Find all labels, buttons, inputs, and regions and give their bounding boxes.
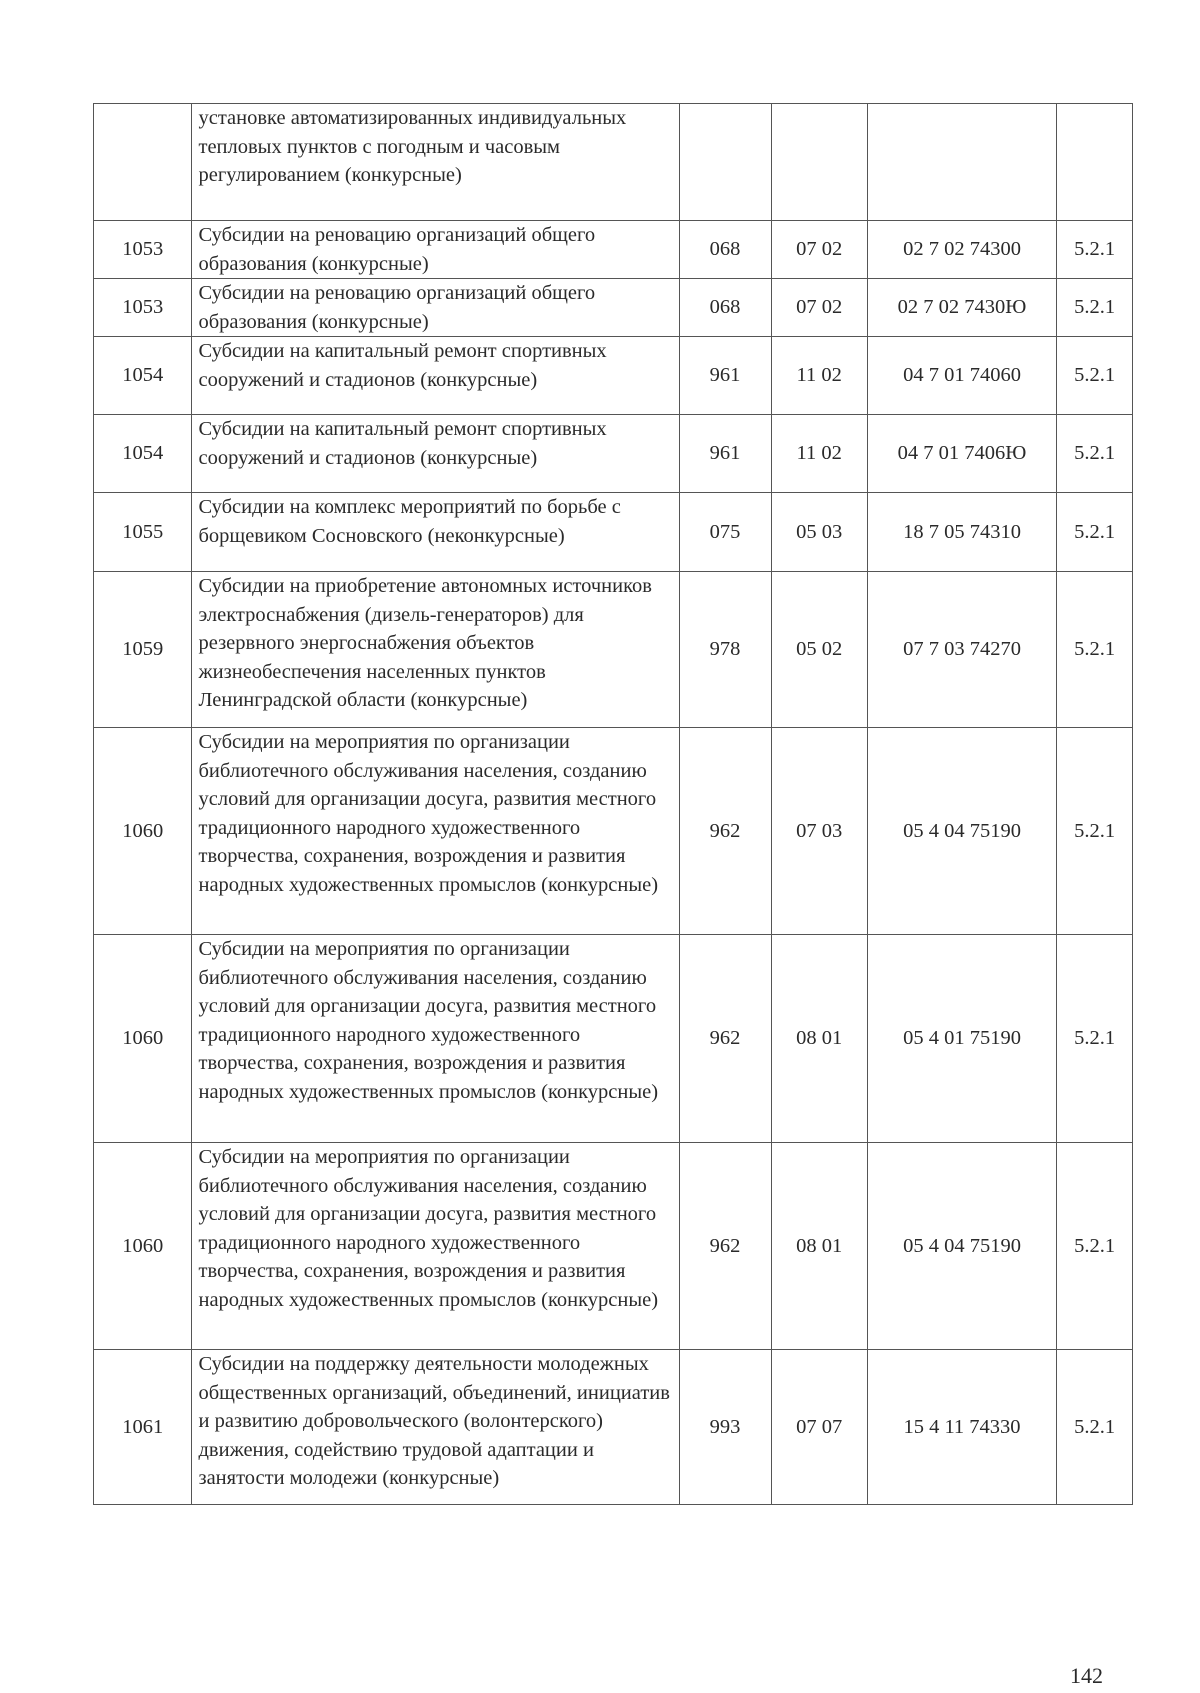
row-number: 1055 — [94, 493, 192, 572]
ministry-code: 962 — [679, 935, 771, 1143]
ministry-code: 068 — [679, 221, 771, 279]
table-row — [94, 337, 1133, 415]
row-number: 1060 — [94, 728, 192, 935]
subsidy-name: Субсидии на капитальный ремонт спортивных сооружений и стадионов (конкурсные) — [192, 415, 679, 493]
target-article-code: 05 4 04 75190 — [867, 1143, 1056, 1350]
article-number: 5.2.1 — [1057, 572, 1133, 728]
subsidy-name: Субсидии на мероприятия по организации библиотечного обслуживания населения, созданию условий для организации досуга, развития местного традиционного народного художественного творчества, сохранения, возрождения и развития народных художественных промыслов (конкурсные) — [192, 935, 679, 1143]
section-code: 05 03 — [771, 493, 867, 572]
row-number: 1053 — [94, 279, 192, 337]
section-code: 07 02 — [771, 221, 867, 279]
section-code: 11 02 — [771, 415, 867, 493]
table-row — [94, 728, 1133, 935]
table-row — [94, 415, 1133, 493]
article-number: 5.2.1 — [1057, 221, 1133, 279]
subsidy-name: Субсидии на реновацию организаций общего образования (конкурсные) — [192, 279, 679, 337]
row-number: 1059 — [94, 572, 192, 728]
article-number: 5.2.1 — [1057, 337, 1133, 415]
article-number: 5.2.1 — [1057, 728, 1133, 935]
article-number: 5.2.1 — [1057, 935, 1133, 1143]
ministry-code: 993 — [679, 1350, 771, 1505]
target-article-code: 02 7 02 7430Ю — [867, 279, 1056, 337]
subsidy-name: установке автоматизированных индивидуальных тепловых пунктов с погодным и часовым регулированием (конкурсные) — [192, 104, 679, 221]
target-article-code — [867, 104, 1056, 221]
table-row — [94, 221, 1133, 279]
ministry-code: 961 — [679, 415, 771, 493]
row-number: 1054 — [94, 415, 192, 493]
table-row — [94, 1143, 1133, 1350]
row-number: 1060 — [94, 1143, 192, 1350]
table-row — [94, 493, 1133, 572]
section-code: 08 01 — [771, 1143, 867, 1350]
table-body — [94, 104, 1133, 1505]
table-row — [94, 104, 1133, 221]
article-number: 5.2.1 — [1057, 415, 1133, 493]
row-number: 1061 — [94, 1350, 192, 1505]
ministry-code: 978 — [679, 572, 771, 728]
row-number: 1053 — [94, 221, 192, 279]
subsidy-name: Субсидии на комплекс мероприятий по борьбе с борщевиком Сосновского (неконкурсные) — [192, 493, 679, 572]
row-number — [94, 104, 192, 221]
subsidy-name: Субсидии на капитальный ремонт спортивных сооружений и стадионов (конкурсные) — [192, 337, 679, 415]
article-number: 5.2.1 — [1057, 279, 1133, 337]
section-code: 08 01 — [771, 935, 867, 1143]
article-number — [1057, 104, 1133, 221]
ministry-code: 961 — [679, 337, 771, 415]
section-code: 07 02 — [771, 279, 867, 337]
subsidy-name: Субсидии на мероприятия по организации библиотечного обслуживания населения, созданию условий для организации досуга, развития местного традиционного народного художественного творчества, сохранения, возрождения и развития народных художественных промыслов (конкурсные) — [192, 1143, 679, 1350]
target-article-code: 04 7 01 7406Ю — [867, 415, 1056, 493]
page-number: 142 — [1070, 1663, 1103, 1688]
target-article-code: 05 4 04 75190 — [867, 728, 1056, 935]
subsidy-name: Субсидии на реновацию организаций общего образования (конкурсные) — [192, 221, 679, 279]
target-article-code: 18 7 05 74310 — [867, 493, 1056, 572]
row-number: 1060 — [94, 935, 192, 1143]
target-article-code: 02 7 02 74300 — [867, 221, 1056, 279]
target-article-code: 04 7 01 74060 — [867, 337, 1056, 415]
target-article-code: 07 7 03 74270 — [867, 572, 1056, 728]
article-number: 5.2.1 — [1057, 1350, 1133, 1505]
section-code: 05 02 — [771, 572, 867, 728]
section-code: 07 07 — [771, 1350, 867, 1505]
subsidies-table — [93, 103, 1133, 1505]
section-code: 07 03 — [771, 728, 867, 935]
table-row — [94, 279, 1133, 337]
table-row — [94, 572, 1133, 728]
row-number: 1054 — [94, 337, 192, 415]
target-article-code: 15 4 11 74330 — [867, 1350, 1056, 1505]
subsidy-name: Субсидии на приобретение автономных источников электроснабжения (дизель-генераторов) для резервного энергоснабжения объектов жизнеобеспечения населенных пунктов Ленинградской области (конкурсные) — [192, 572, 679, 728]
section-code: 11 02 — [771, 337, 867, 415]
ministry-code: 962 — [679, 1143, 771, 1350]
subsidy-name: Субсидии на мероприятия по организации библиотечного обслуживания населения, созданию условий для организации досуга, развития местного традиционного народного художественного творчества, сохранения, возрождения и развития народных художественных промыслов (конкурсные) — [192, 728, 679, 935]
ministry-code: 075 — [679, 493, 771, 572]
article-number: 5.2.1 — [1057, 493, 1133, 572]
table-row — [94, 935, 1133, 1143]
subsidy-name: Субсидии на поддержку деятельности молодежных общественных организаций, объединений, инициатив и развитию добровольческого (волонтерского) движения, содействию трудовой адаптации и занятости молодежи (конкурсные) — [192, 1350, 679, 1505]
section-code — [771, 104, 867, 221]
article-number: 5.2.1 — [1057, 1143, 1133, 1350]
ministry-code: 068 — [679, 279, 771, 337]
target-article-code: 05 4 01 75190 — [867, 935, 1056, 1143]
table-row — [94, 1350, 1133, 1505]
ministry-code — [679, 104, 771, 221]
ministry-code: 962 — [679, 728, 771, 935]
